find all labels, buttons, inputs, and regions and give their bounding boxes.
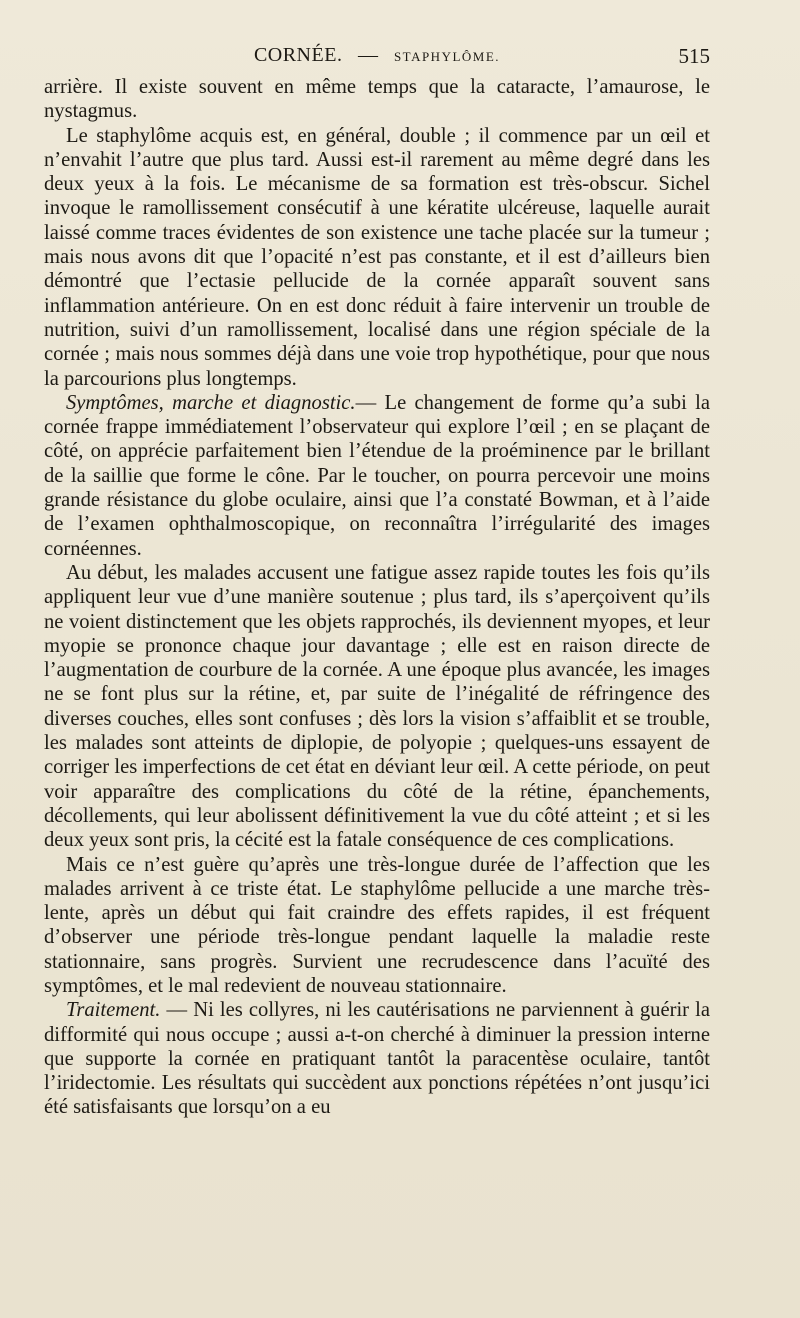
paragraph-text: Au début, les malades accusent une fatigue assez rapide toutes les fois qu’ils appliquent leur vue d’une manière soutenue ; plus tard, ils s’aperçoivent qu’ils ne voient distinctement que les objets rapprochés, ils deviennent myopes, et leur myopie se prononce chaque jour davantage ; elle est en raison directe de l’augmentation de courbure de la cornée. A une époque plus avancée, les images ne se font plus sur la rétine, et, par suite de l’inégalité de réfringence des diverses couches, elles sont confuses ; dès lors la vision s’affaiblit et se trouble, les malades sont atteints de diplopie, de polyopie ; quelques-uns essayent de corriger les imperfections de cet état en déviant leur œil. A cette période, on peut voir apparaître des complications du côté de la rétine, épanchements, décollements, qui leur abolissent définitivement la vue du côté atteint ; et si les deux yeux sont pris, la cécité est la fatale conséquence de ces complications. xyxy=(44,561,710,852)
paragraph xyxy=(44,75,710,124)
paragraph-text: Mais ce n’est guère qu’après une très-longue durée de l’affection que les malades arrivent à ce triste état. Le staphylôme pellucide a une marche très-lente, après un début qui fait craindre des effets rapides, il est fréquent d’observer une période très-longue pendant laquelle la maladie reste stationnaire, sans progrès. Survient une recrudescence dans l’acuïté des symptômes, et le mal redevient de nouveau stationnaire. xyxy=(44,853,710,997)
paragraph-text: Le staphylôme acquis est, en général, double ; il commence par un œil et n’envahit l’autre que plus tard. Aussi est-il rarement au même degré dans les deux yeux à la fois. Le mécanisme de sa formation est très-obscur. Sichel invoque le ramollissement consécutif à une kératite ulcéreuse, laquelle aurait laissé comme traces évidentes de son existence une tache placée sur la tumeur ; mais nous avons dit que l’opacité n’est pas constante, et il est d’ailleurs bien démontré que l’ectasie pellucide de la cornée apparaît souvent sans inflammation antérieure. On en est donc réduit à faire intervenir un trouble de nutrition, suivi d’un ramollissement, localisé dans une région spéciale de la cornée ; mais nous sommes déjà dans une voie trop hypothétique, pour que nous la parcourions plus longtemps. xyxy=(44,124,710,390)
paragraph xyxy=(44,998,710,1119)
running-title xyxy=(44,44,710,67)
paragraph xyxy=(44,853,710,999)
paragraph xyxy=(44,561,710,853)
chapter-title: CORNÉE. xyxy=(253,44,343,66)
title-separator: — xyxy=(357,44,379,66)
paragraph-text: — Le changement de forme qu’a subi la cornée frappe immédiatement l’observateur qui explore l’œil ; en se plaçant de côté, on apprécie parfaitement bien l’étendue de la proéminence par le brillant de la saillie que forme le cône. Par le toucher, on pourra percevoir une moins grande résistance du globe oculaire, ainsi que l’a constaté Bowman, et à l’aide de l’examen ophthalmoscopique, on reconnaîtra l’irrégularité des images cornéennes. xyxy=(44,391,710,560)
section-subtitle: STAPHYLÔME. xyxy=(393,49,501,64)
section-rubric: Traitement. xyxy=(66,999,161,1022)
paragraph xyxy=(44,124,710,391)
page-header xyxy=(44,42,710,72)
paragraph-text: arrière. Il existe souvent en même temps que la cataracte, l’amaurose, le nystagmus. xyxy=(44,76,710,123)
body-text xyxy=(44,75,710,1120)
section-rubric: Symptômes, marche et diagnostic. xyxy=(66,391,356,414)
paragraph xyxy=(44,391,710,561)
page-number: 515 xyxy=(678,44,710,68)
paragraph-text: — Ni les collyres, ni les cautérisations ne parviennent à guérir la difformité qui nous occupe ; aussi a-t-on cherché à diminuer la pression interne que supporte la cornée en pratiquant tantôt la paracentèse oculaire, tantôt l’iridectomie. Les résultats qui succèdent aux ponctions répétées n’ont jusqu’ici été satisfaisants que lorsqu’on a eu xyxy=(44,999,710,1119)
